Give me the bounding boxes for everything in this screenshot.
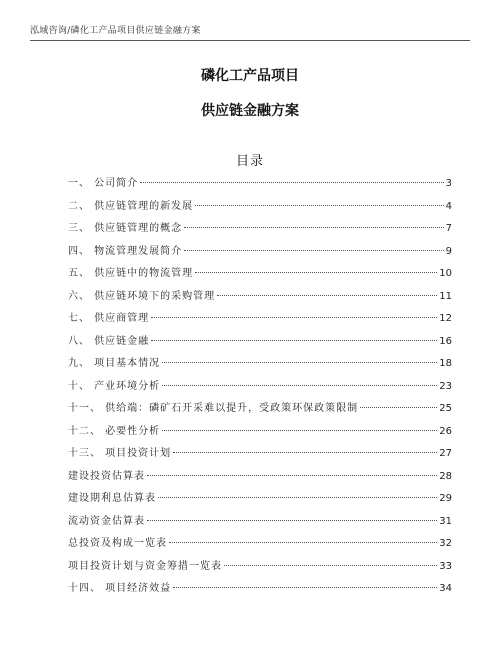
toc-entry-label: 十二、 必要性分析 bbox=[68, 425, 161, 437]
toc-entry-label: 四、 物流管理发展简介 bbox=[68, 245, 183, 257]
toc-entry-page: 31 bbox=[439, 515, 452, 527]
toc-entry-page: 25 bbox=[439, 403, 452, 414]
toc-heading: 目录 bbox=[235, 154, 264, 169]
toc-entry-label: 九、 项目基本情况 bbox=[68, 358, 161, 369]
toc-dot-leader bbox=[158, 497, 437, 498]
toc-entry-page: 10 bbox=[439, 268, 452, 279]
toc-entry-label: 八、 供应链金融 bbox=[68, 335, 150, 347]
toc-entry[interactable] bbox=[68, 533, 452, 556]
toc-entry[interactable] bbox=[68, 511, 452, 534]
toc-entry-page: 16 bbox=[439, 335, 452, 347]
toc-dot-leader bbox=[173, 452, 437, 453]
toc-entry[interactable] bbox=[68, 353, 452, 376]
toc-entry-label: 流动资金估算表 bbox=[68, 515, 145, 527]
toc-entry[interactable] bbox=[68, 173, 452, 196]
toc-entry[interactable] bbox=[68, 308, 452, 331]
toc-entry-label: 六、 供应链环境下的采购管理 bbox=[68, 290, 216, 302]
toc-entry[interactable] bbox=[68, 376, 452, 399]
toc-dot-leader bbox=[147, 520, 437, 521]
toc-entry[interactable] bbox=[68, 241, 452, 264]
toc-entry-page: 33 bbox=[439, 560, 452, 572]
toc-entry[interactable] bbox=[68, 443, 452, 466]
toc-entry-label: 五、 供应链中的物流管理 bbox=[68, 268, 194, 279]
toc-dot-leader bbox=[184, 250, 443, 251]
toc-entry-page: 12 bbox=[439, 313, 452, 324]
toc-dot-leader bbox=[162, 430, 437, 431]
table-of-contents bbox=[68, 173, 452, 601]
toc-entry[interactable] bbox=[68, 466, 452, 489]
toc-entry-label: 总投资及构成一览表 bbox=[68, 538, 167, 549]
toc-entry-label: 建设投资估算表 bbox=[68, 470, 145, 482]
toc-entry-label: 项目投资计划与资金筹措一览表 bbox=[68, 560, 222, 572]
toc-entry[interactable] bbox=[68, 286, 452, 309]
toc-dot-leader bbox=[173, 587, 437, 588]
toc-entry-label: 二、 供应链管理的新发展 bbox=[68, 200, 194, 212]
toc-entry-page: 4 bbox=[445, 200, 452, 212]
toc-entry-page: 28 bbox=[439, 470, 452, 482]
toc-dot-leader bbox=[224, 565, 437, 566]
toc-entry[interactable] bbox=[68, 488, 452, 511]
toc-entry-page: 34 bbox=[439, 583, 452, 594]
toc-dot-leader bbox=[162, 362, 437, 363]
toc-entry[interactable] bbox=[68, 263, 452, 286]
toc-entry-page: 23 bbox=[439, 380, 452, 392]
toc-entry-label: 七、 供应商管理 bbox=[68, 313, 150, 324]
toc-entry[interactable] bbox=[68, 578, 452, 601]
toc-entry[interactable] bbox=[68, 218, 452, 241]
toc-dot-leader bbox=[147, 475, 437, 476]
header-text: 泓域咨询/磷化工产品项目供应链金融方案 bbox=[30, 26, 201, 36]
document-title-line-2: 供应链金融方案 bbox=[201, 103, 299, 119]
toc-dot-leader bbox=[360, 407, 437, 408]
toc-dot-leader bbox=[195, 205, 443, 206]
toc-entry[interactable] bbox=[68, 556, 452, 579]
toc-entry-page: 3 bbox=[445, 178, 452, 189]
toc-entry-label: 十一、 供给端：磷矿石开采难以提升，受政策环保政策限制 bbox=[68, 403, 359, 414]
toc-entry[interactable] bbox=[68, 196, 452, 219]
toc-entry-page: 18 bbox=[439, 358, 452, 369]
toc-entry-page: 9 bbox=[445, 245, 452, 257]
toc-entry[interactable] bbox=[68, 398, 452, 421]
toc-entry-page: 26 bbox=[439, 425, 452, 437]
toc-dot-leader bbox=[140, 182, 443, 183]
toc-dot-leader bbox=[217, 295, 437, 296]
page-header bbox=[30, 0, 470, 41]
toc-entry-label: 十四、 项目经济效益 bbox=[68, 583, 172, 594]
toc-entry-page: 29 bbox=[439, 493, 452, 504]
toc-entry-label: 一、 公司简介 bbox=[68, 178, 139, 189]
toc-entry-page: 11 bbox=[439, 290, 452, 302]
toc-entry[interactable] bbox=[68, 331, 452, 354]
toc-dot-leader bbox=[169, 542, 437, 543]
toc-dot-leader bbox=[151, 340, 437, 341]
toc-entry-label: 十三、 项目投资计划 bbox=[68, 448, 172, 459]
toc-entry-page: 27 bbox=[439, 448, 452, 459]
toc-entry-label: 三、 供应链管理的概念 bbox=[68, 223, 183, 234]
toc-dot-leader bbox=[151, 317, 437, 318]
toc-dot-leader bbox=[184, 227, 443, 228]
toc-entry-label: 十、 产业环境分析 bbox=[68, 380, 161, 392]
toc-entry-page: 32 bbox=[439, 538, 452, 549]
toc-entry-page: 7 bbox=[445, 223, 452, 234]
toc-dot-leader bbox=[162, 385, 437, 386]
toc-entry[interactable] bbox=[68, 421, 452, 444]
toc-entry-label: 建设期利息估算表 bbox=[68, 493, 156, 504]
toc-dot-leader bbox=[195, 272, 437, 273]
document-title-line-1: 磷化工产品项目 bbox=[201, 68, 299, 84]
